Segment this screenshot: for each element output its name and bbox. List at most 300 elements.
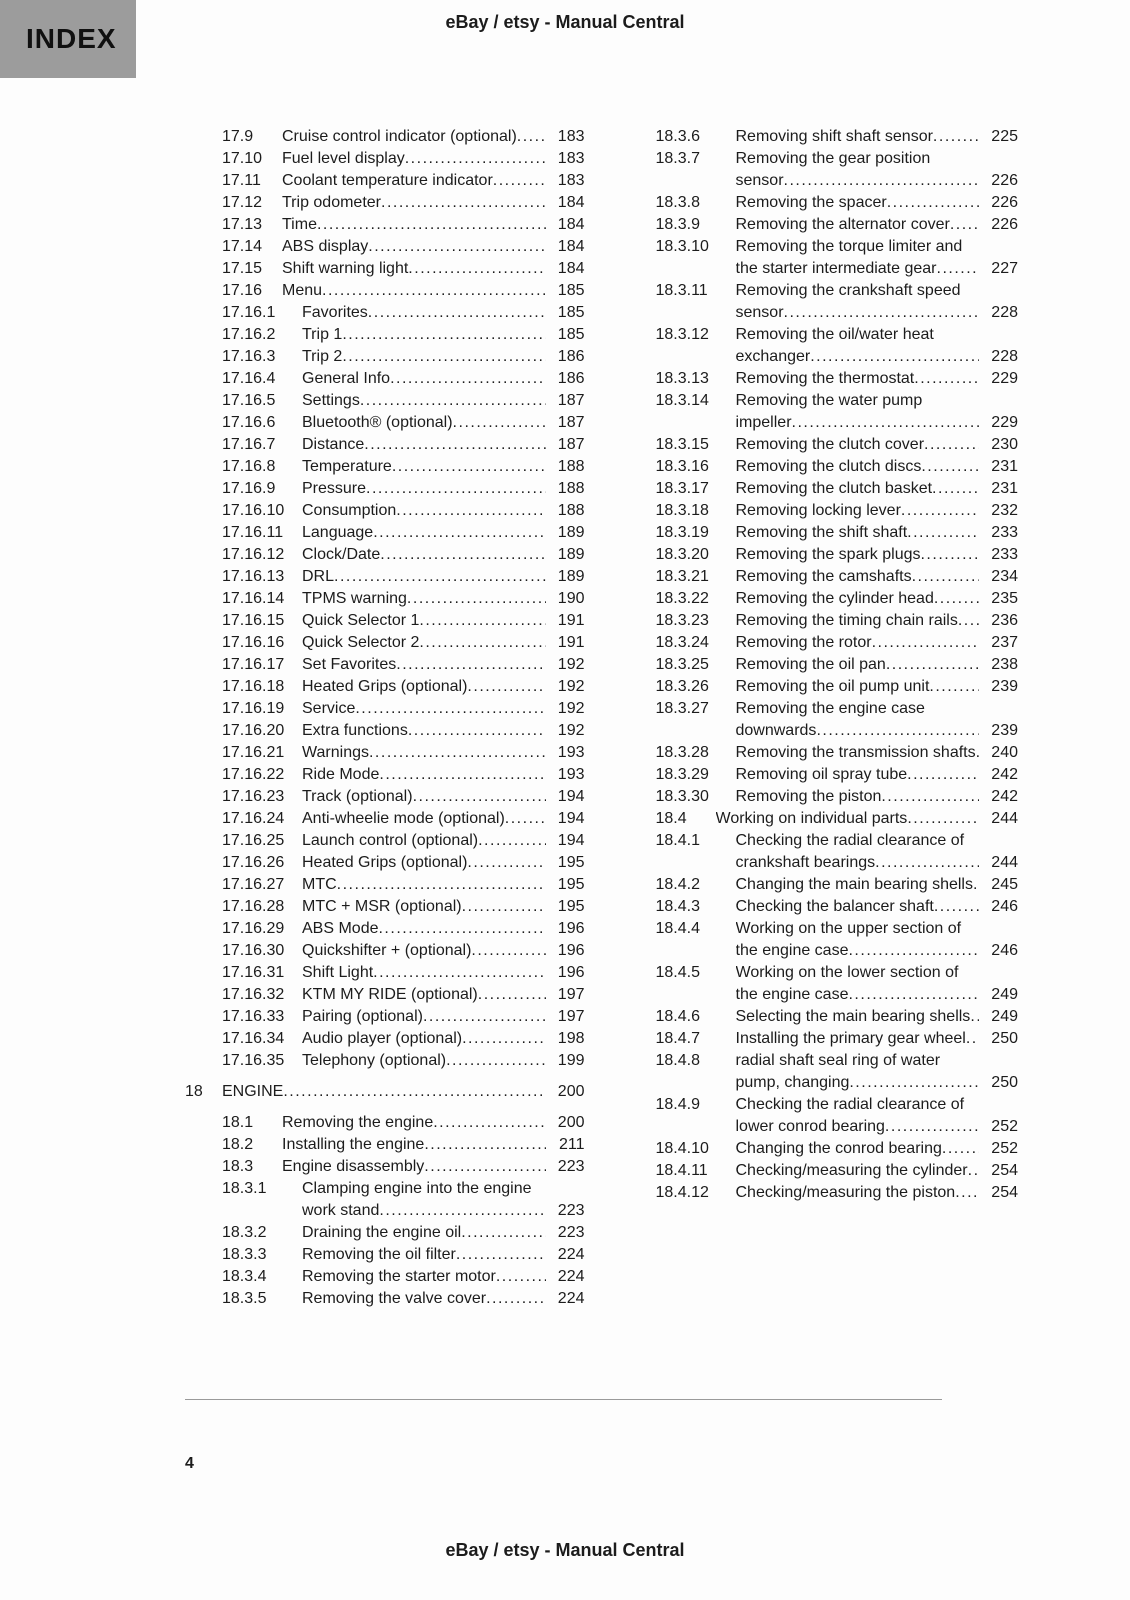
toc-entry-title: Language [302,524,374,541]
toc-entry-title: Menu [282,282,323,299]
toc-entry [185,698,585,720]
toc-entry-page: 240 [991,744,1018,761]
toc-entry [619,478,1019,500]
toc-entry-body [302,962,546,984]
toc-entry [185,148,585,170]
toc-entry-page: 223 [557,1202,585,1219]
toc-entry [185,610,585,632]
toc-entry-number: 17.15 [222,260,263,277]
toc-entry [185,1028,585,1050]
toc-entry-number: 17.16.2 [222,326,276,343]
toc-entry-number: 17.16.29 [222,920,285,937]
toc-entry-title: Removing locking lever [735,502,901,519]
toc-entry-number: 18.4.2 [655,876,700,893]
toc-entry-page: 189 [557,568,585,585]
toc-entry-page: 234 [991,568,1018,585]
toc-entry [185,544,585,566]
toc-entry-number: 17.16.4 [222,370,276,387]
toc-entry-page: 235 [991,590,1018,607]
toc-entry-page: 191 [557,634,585,651]
toc-entry-body [302,456,546,478]
toc-entry-body [736,1094,980,1138]
toc-entry-page: 237 [991,634,1018,651]
toc-entry [185,126,585,148]
toc-entry-body [736,500,980,522]
toc-entry [185,984,585,1006]
toc-entry-title: Trip 2 [302,348,343,365]
toc-entry-page: 197 [557,986,585,1003]
toc-entry-number: 17.16 [222,282,263,299]
toc-entry-body [302,1266,546,1288]
footer-site-title: eBay / etsy - Manual Central [445,1540,685,1560]
toc-entry [619,544,1019,566]
toc-entry-title: Shift Light [302,964,374,981]
toc-entry-title: Trip odometer [282,194,381,211]
toc-entry-body [736,676,980,698]
toc-entry-body [302,390,546,412]
toc-entry-page: 233 [991,546,1018,563]
toc-entry-page: 186 [557,348,585,365]
toc-entry-body [302,544,546,566]
toc-entry-title: Bluetooth® (optional) [302,414,453,431]
toc-entry-number: 18.3.11 [655,282,708,299]
toc-entry-body [302,368,546,390]
toc-entry-body [302,588,546,610]
toc-entry-page: 191 [557,612,585,629]
toc-entry-page: 187 [557,414,585,431]
toc-entry-page: 184 [557,260,585,277]
toc-entry-title: Time [282,216,317,233]
toc-entry-page: 254 [991,1162,1018,1179]
toc-entry-body [736,742,980,764]
toc-entry [185,214,585,236]
toc-entry-body [302,830,546,852]
toc-entry-page: 236 [991,612,1018,629]
toc-entry-page: 250 [991,1074,1018,1091]
toc-entry [619,588,1019,610]
toc-entry [619,698,1019,742]
toc-entry-number: 17.16.3 [222,348,276,365]
toc-entry [185,1006,585,1028]
toc-entry [185,676,585,698]
toc-entry-title: Distance [302,436,365,453]
toc-entry-title: Removing shift shaft sensor [735,128,933,145]
toc-entry-number: 17.16.34 [222,1030,285,1047]
toc-entry-number: 18.3.20 [655,546,709,563]
toc-entry-title: Warnings [302,744,369,761]
toc-entry-title: Working on individual parts [715,810,908,827]
toc-entry-title: Audio player (optional) [302,1030,463,1047]
toc-entry-title: Selecting the main bearing shells [735,1008,971,1025]
toc-entry-body [736,962,980,1006]
toc-entry-body [736,214,980,236]
toc-entry-body [302,918,546,940]
toc-entry-page: 192 [557,722,585,739]
toc-entry-number: 18.3.22 [655,590,709,607]
toc-entry-number: 17.16.24 [222,810,285,827]
toc-entry-number: 17.16.16 [222,634,285,651]
toc-entry-title: Installing the primary gear wheel [735,1030,966,1047]
toc-entry-number: 17.13 [222,216,263,233]
footer-divider [185,1399,942,1400]
toc-entry-title: Quickshifter + (optional) [302,942,472,959]
toc-entry-page: 200 [557,1114,585,1131]
toc-entry-title: ABS display [282,238,369,255]
toc-entry-body [736,522,980,544]
toc-entry-body [736,764,980,786]
toc-entry-page: 224 [557,1246,585,1263]
toc-entry-body [302,874,546,896]
toc-entry-title: Anti-wheelie mode (optional) [302,810,505,827]
toc-entry-number: 17.16.22 [222,766,285,783]
toc-entry-title: Consumption [302,502,397,519]
toc-entry [185,368,585,390]
toc-entry-title: Changing the main bearing shells [735,876,973,893]
toc-entry-page: 244 [991,854,1018,871]
toc-entry-title: Ride Mode [302,766,380,783]
toc-entry-body [302,786,546,808]
toc-entry-page: 233 [991,524,1018,541]
toc-entry-title: Removing the valve cover [302,1290,487,1307]
toc-entry-title: Installing the engine [282,1136,425,1153]
toc-entry-title: MTC + MSR (optional) [302,898,462,915]
toc-entry [619,522,1019,544]
toc-entry-number: 17.16.27 [222,876,285,893]
toc-entry-title: Clock/Date [302,546,381,563]
toc-entry-body [736,632,980,654]
toc-entry-number: 17.16.10 [222,502,285,519]
toc-entry-title: Removing the clutch cover [735,436,925,453]
toc-entry-number: 17.16.12 [222,546,285,563]
toc-entry-page: 192 [557,656,585,673]
toc-entry-title: Coolant temperature indicator [282,172,493,189]
toc-entry-number: 17.16.23 [222,788,285,805]
toc-entry-number: 18.3.29 [655,766,709,783]
toc-entry-number: 17.16.17 [222,656,285,673]
toc-entry-body [736,1138,980,1160]
toc-entry-body [282,1156,546,1178]
toc-entry-number: 18.3.17 [655,480,709,497]
toc-entry [185,302,585,324]
toc-entry-number: 18.3.18 [655,502,709,519]
toc-entry-number: 17.16.25 [222,832,285,849]
toc-entry-page: 195 [557,854,585,871]
toc-entry [619,434,1019,456]
toc-entry-body [736,896,980,918]
toc-entry-page: 196 [557,964,585,981]
toc-entry-number: 18.4.4 [655,920,700,937]
toc-column-left [185,126,585,1310]
toc-entry-number: 17.16.18 [222,678,285,695]
toc-entry [619,830,1019,874]
toc-entry-page: 193 [557,744,585,761]
toc-entry-title: Removing the oil filter [302,1246,456,1263]
toc-entry-body [302,346,546,368]
toc-entry-page: 242 [991,766,1018,783]
toc-entry [619,1050,1019,1094]
toc-entry-body [736,610,980,632]
toc-entry-title: radial shaft seal ring of water pump, changing [735,1052,941,1091]
toc-entry-title: Removing the clutch basket [735,480,933,497]
toc-entry-title: Removing the camshafts [735,568,912,585]
toc-entry [185,170,585,192]
toc-entry-page: 225 [991,128,1018,145]
toc-entry-page: 200 [557,1083,585,1100]
toc-entry-number: 18.3.5 [222,1290,267,1307]
toc-entry-title: ABS Mode [302,920,379,937]
toc-entry-page: 242 [991,788,1018,805]
toc-entry [619,1006,1019,1028]
toc-entry [185,962,585,984]
toc-entry-body [736,654,980,676]
toc-entry-page: 188 [557,502,585,519]
toc-entry-body [282,126,546,148]
toc-entry-number: 17.16.21 [222,744,285,761]
toc-entry-title: Set Favorites [302,656,397,673]
toc-entry-title: Removing the timing chain rails [735,612,958,629]
toc-entry-page: 224 [557,1268,585,1285]
toc-entry-number: 18.3.21 [655,568,709,585]
toc-entry [619,918,1019,962]
toc-entry-title: Removing oil spray tube [735,766,908,783]
toc-entry [185,500,585,522]
toc-entry [619,874,1019,896]
toc-entry [619,390,1019,434]
toc-entry [185,346,585,368]
toc-entry [185,566,585,588]
toc-entry-number: 18.3.3 [222,1246,267,1263]
toc-entry-number: 18.3.2 [222,1224,267,1241]
toc-entry [185,456,585,478]
toc-entry [619,962,1019,1006]
toc-entry-title: Fuel level display [282,150,405,167]
toc-entry [185,720,585,742]
toc-entry-title: MTC [302,876,337,893]
toc-entry-title: Draining the engine oil [302,1224,462,1241]
toc-entry-page: 226 [991,194,1018,211]
toc-entry-title: Removing the transmission shafts [735,744,976,761]
toc-entry-number: 18.3.30 [655,788,709,805]
toc-entry-body [282,192,546,214]
toc-entry-number: 18.3.10 [655,238,709,255]
toc-entry-body [736,434,980,456]
toc-entry-page: 228 [991,348,1018,365]
toc-entry-page: 232 [991,502,1018,519]
toc-entry-body [302,742,546,764]
toc-entry-number: 18.4.5 [655,964,700,981]
toc-entry-title: Engine disassembly [282,1158,425,1175]
toc-entry [619,654,1019,676]
toc-entry-body [302,1222,546,1244]
toc-entry [185,632,585,654]
toc-entry-page: 195 [557,898,585,915]
toc-entry-title: Removing the cylinder head [735,590,934,607]
toc-entry-page: 183 [557,128,585,145]
toc-entry-page: 184 [557,194,585,211]
toc-entry [619,1028,1019,1050]
toc-entry-body [736,830,980,874]
toc-entry-body [736,126,980,148]
toc-entry-body [736,280,980,324]
toc-entry-number: 18.3.6 [655,128,700,145]
toc-entry-body [736,148,980,192]
toc-entry-body [282,280,546,302]
toc-entry-body [736,1050,980,1094]
toc-entry [185,478,585,500]
toc-entry-body [736,368,980,390]
toc-entry-body [302,940,546,962]
toc-entry-page: 183 [557,150,585,167]
toc-entry-page: 244 [991,810,1018,827]
toc-entry-page: 185 [557,326,585,343]
toc-entry-page: 254 [991,1184,1018,1201]
toc-entry-body [302,412,546,434]
toc-entry-page: 211 [558,1136,585,1153]
toc-entry-page: 198 [557,1030,585,1047]
toc-entry-page: 184 [557,238,585,255]
toc-entry-body [302,984,546,1006]
toc-entry-title: Removing the engine case downwards [735,700,925,739]
toc-entry-page: 252 [991,1140,1018,1157]
toc-entry-page: 252 [991,1118,1018,1135]
toc-entry-title: Favorites [302,304,368,321]
toc-entry-body [736,478,980,500]
toc-entry-number: 17.16.8 [222,458,276,475]
toc-entry-body [302,764,546,786]
toc-entry-title: Removing the oil pump unit [735,678,930,695]
toc-entry [619,324,1019,368]
toc-entry-title: Removing the thermostat [735,370,915,387]
toc-entry-number: 17.16.13 [222,568,285,585]
toc-entry-body [302,698,546,720]
toc-entry-title: Heated Grips (optional) [302,854,468,871]
toc-entry [619,126,1019,148]
toc-entry-number: 18.4.7 [655,1030,700,1047]
toc-entry-number: 17.16.26 [222,854,285,871]
toc-entry-number: 18.4.9 [655,1096,700,1113]
toc-entry-body [736,566,980,588]
toc-entry [185,654,585,676]
toc-entry [185,1222,585,1244]
toc-entry-page: 223 [557,1158,585,1175]
toc-entry-number: 17.16.30 [222,942,285,959]
toc-entry-body [736,1160,980,1182]
toc-entry-number: 18.1 [222,1114,254,1131]
toc-entry-title: Checking/measuring the piston [735,1184,956,1201]
toc-column-right [619,126,1019,1310]
toc-entry-number: 18.3.26 [655,678,709,695]
toc-entry [619,192,1019,214]
toc-entry-number: 18 [185,1083,203,1100]
toc-entry [185,852,585,874]
toc-entry-title: Extra functions [302,722,408,739]
toc-entry-number: 17.16.14 [222,590,285,607]
toc-entry-title: Removing the spacer [735,194,887,211]
toc-entry [185,830,585,852]
toc-entry [185,236,585,258]
toc-entry-title: Removing the engine [282,1114,434,1131]
toc-entry [185,1266,585,1288]
toc-entry [185,434,585,456]
toc-entry-number: 17.16.1 [222,304,276,321]
toc-entry-number: 18.4.10 [655,1140,709,1157]
toc-entry-number: 17.16.5 [222,392,276,409]
toc-entry-body [736,786,980,808]
toc-entry-page: 231 [991,480,1018,497]
toc-entry-number: 17.12 [222,194,263,211]
toc-entry [185,1156,585,1178]
toc-entry-title: Clamping engine into the engine work stand [302,1180,532,1219]
toc-entry-number: 17.16.6 [222,414,276,431]
toc-entry-number: 18.3.4 [222,1268,267,1285]
toc-entry-number: 18.3.24 [655,634,709,651]
toc-entry [185,1178,585,1222]
toc-entry-title: Pressure [302,480,367,497]
toc-entry-number: 17.16.35 [222,1052,285,1069]
toc-entry-title: Settings [302,392,360,409]
toc-entry-page: 228 [991,304,1018,321]
toc-entry-title: Checking/measuring the cylinder [735,1162,968,1179]
toc-entry-title: Working on the lower section of the engine case [735,964,959,1003]
toc-entry-number: 18.4.3 [655,898,700,915]
toc-entry-page: 183 [557,172,585,189]
toc-entry [619,742,1019,764]
toc-entry-page: 194 [557,832,585,849]
toc-entry-title: Removing the oil/water heat exchanger [735,326,934,365]
toc-entry-body [282,148,546,170]
toc-entry-number: 18.3.1 [222,1180,267,1197]
toc-entry-page: 249 [991,986,1018,1003]
toc-entry-body [282,1112,546,1134]
toc-entry-number: 18.3.25 [655,656,709,673]
toc-entry-body [302,434,546,456]
toc-entry-number: 18.3.16 [655,458,709,475]
toc-entry-title: Checking the radial clearance of lower conrod bearing [735,1096,965,1135]
toc-entry-body [736,874,980,896]
toc-entry [185,324,585,346]
toc-entry-number: 17.14 [222,238,263,255]
toc-entry [185,786,585,808]
toc-entry-page: 194 [557,810,585,827]
toc-entry-title: TPMS warning [302,590,407,607]
toc-entry-body [282,258,546,280]
toc-entry-body [302,1178,546,1222]
toc-entry-body [302,1050,546,1072]
toc-entry [619,214,1019,236]
toc-entry-number: 18.3.28 [655,744,709,761]
page-number: 4 [185,1455,194,1472]
toc-entry-title: Removing the alternator cover [735,216,950,233]
toc-entry-body [302,896,546,918]
toc-entry-title: Removing the crankshaft speed sensor [735,282,961,321]
toc-entry-body [282,1134,546,1156]
toc-entry-title: Removing the oil pan [735,656,886,673]
toc-entry [185,192,585,214]
toc-entry-number: 18.3.23 [655,612,709,629]
toc-entry-number: 17.16.7 [222,436,276,453]
header-site-title: eBay / etsy - Manual Central [445,12,685,32]
toc-entry-body [736,588,980,610]
toc-entry-number: 17.16.20 [222,722,285,739]
toc-entry-title: Removing the rotor [735,634,872,651]
toc-entry-number: 17.11 [222,172,261,189]
toc-entry-number: 17.16.9 [222,480,276,497]
toc-entry-body [736,390,980,434]
toc-entry-page: 189 [557,524,585,541]
toc-entry-page: 187 [557,392,585,409]
toc-entry-page: 199 [557,1052,585,1069]
toc-entry [185,522,585,544]
